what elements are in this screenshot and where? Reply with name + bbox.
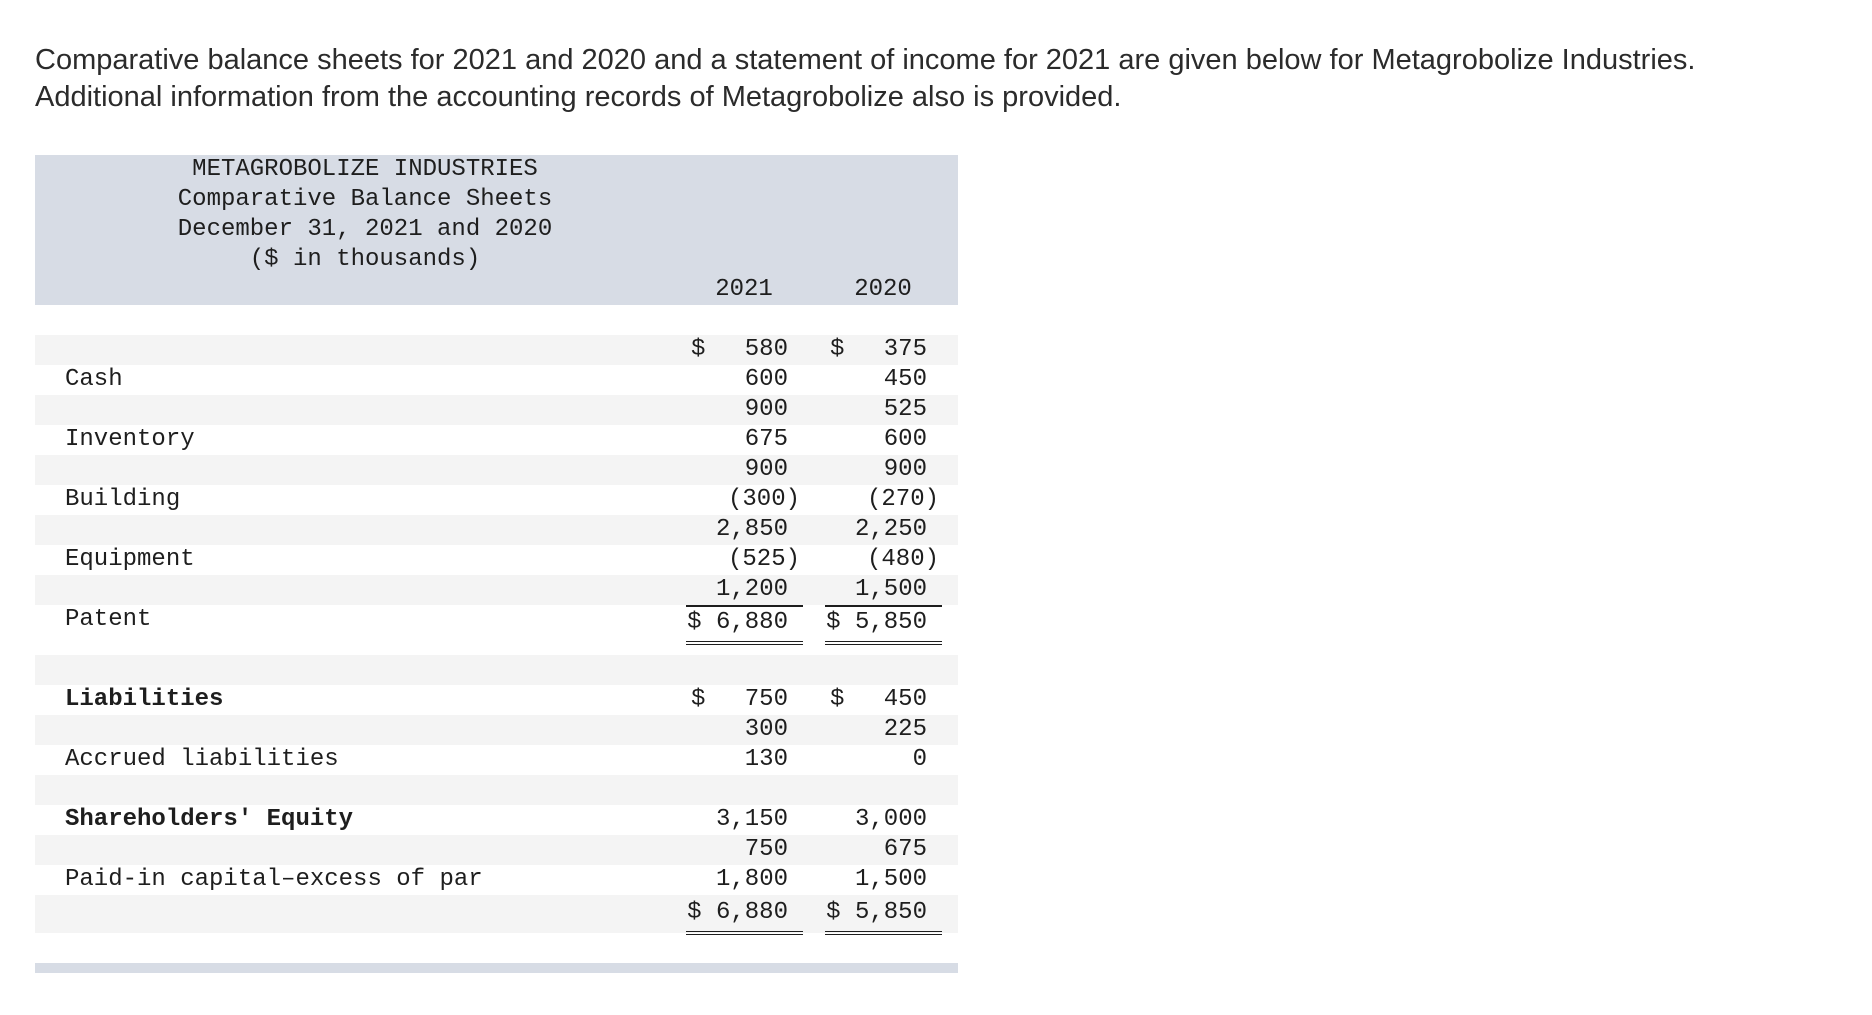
table-row [35, 485, 958, 515]
value-2020: 375 [883, 336, 927, 363]
value-2020: 900 [883, 456, 927, 483]
balance-sheet-table [35, 155, 958, 933]
value-2021: 1,800 [715, 866, 788, 893]
intro-line-1: Comparative balance sheets for 2021 and 2020 and a statement of income for 2021 are given below for Metagrobolize Industries. [35, 44, 1696, 76]
row-label: Cash [65, 366, 123, 393]
value-2021: 600 [744, 366, 788, 393]
problem-intro [35, 42, 1855, 116]
value-2020: (270) [866, 486, 939, 513]
value-2021: 580 [744, 336, 788, 363]
table-row [35, 545, 958, 575]
currency-symbol: $ [830, 336, 845, 363]
total-le-2021: $ 6,880 [687, 899, 788, 926]
value-2021: 900 [744, 456, 788, 483]
currency-symbol: $ [691, 686, 706, 713]
total-liabilities-equity-row [35, 895, 958, 933]
row-label: Accrued liabilities [65, 746, 339, 773]
year-2020-header: 2020 [854, 276, 912, 303]
table-row [35, 805, 958, 835]
table-row [35, 685, 958, 715]
statement-units: ($ in thousands) [249, 246, 481, 273]
value-2021: 1,200 [715, 576, 788, 603]
row-label: Patent [65, 606, 152, 633]
table-footer-bar [35, 963, 958, 973]
value-2020: (480) [866, 546, 939, 573]
value-2020: 600 [883, 426, 927, 453]
statement-date: December 31, 2021 and 2020 [177, 216, 553, 243]
value-2021: (525) [727, 546, 800, 573]
value-2020: 3,000 [854, 806, 927, 833]
value-2021: 750 [744, 686, 788, 713]
value-2020: 450 [883, 366, 927, 393]
value-2020: 525 [883, 396, 927, 423]
value-2020: 225 [883, 716, 927, 743]
value-2020: 1,500 [854, 866, 927, 893]
value-2021: 750 [744, 836, 788, 863]
equity-heading: Shareholders' Equity [65, 806, 354, 833]
row-label: Inventory [65, 426, 195, 453]
value-2021: (300) [727, 486, 800, 513]
value-2021: 900 [744, 396, 788, 423]
total-assets-2021: $ 6,880 [687, 609, 788, 636]
value-2021: 130 [744, 746, 788, 773]
value-2020: 1,500 [854, 576, 927, 603]
liabilities-heading: Liabilities [65, 686, 224, 713]
assets-heading-row [35, 305, 958, 335]
row-label: Building [65, 486, 181, 513]
table-row [35, 425, 958, 455]
value-2021: 2,850 [715, 516, 788, 543]
statement-title: Comparative Balance Sheets [177, 186, 553, 213]
row-label: Paid-in capital–excess of par [65, 866, 483, 893]
table-row [35, 365, 958, 395]
year-2021-header: 2021 [715, 276, 773, 303]
value-2020: 2,250 [854, 516, 927, 543]
row-label: Equipment [65, 546, 195, 573]
currency-symbol: $ [830, 686, 845, 713]
currency-symbol: $ [691, 336, 706, 363]
value-2021: 300 [744, 716, 788, 743]
total-assets-2020: $ 5,850 [826, 609, 927, 636]
value-2021: 675 [744, 426, 788, 453]
total-le-2020: $ 5,850 [826, 899, 927, 926]
intro-line-2: Additional information from the accounting records of Metagrobolize also is provided. [35, 81, 1122, 113]
value-2020: 450 [883, 686, 927, 713]
table-header [35, 155, 958, 305]
value-2020: 0 [912, 746, 927, 773]
value-2020: 675 [883, 836, 927, 863]
table-row [35, 865, 958, 895]
total-assets-row [35, 605, 958, 643]
company-name: METAGROBOLIZE INDUSTRIES [192, 156, 538, 183]
table-row [35, 745, 958, 775]
spacer [35, 643, 958, 655]
value-2021: 3,150 [715, 806, 788, 833]
